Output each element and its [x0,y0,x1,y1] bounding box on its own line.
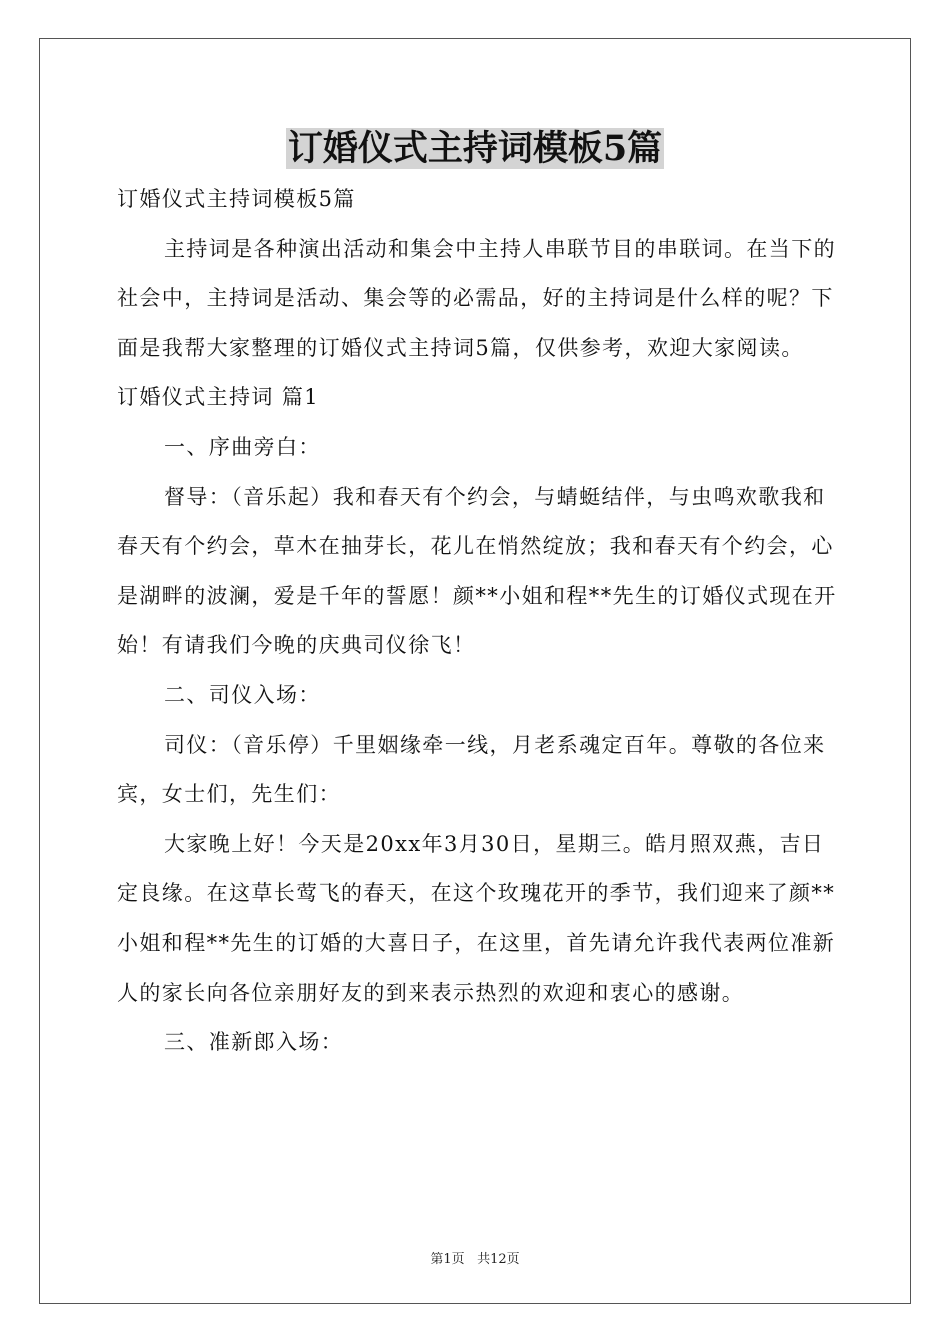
document-title-text: 订婚仪式主持词模板5篇 [287,128,663,169]
subheading-prelude: 一、序曲旁白： [164,434,321,459]
subheading-host-entrance: 二、司仪入场： [164,682,321,707]
document-body [117,175,837,1068]
body-paragraph: 大家晚上好！今天是20xx年3月30日，星期三。皓月照双燕，吉日定良缘。在这草长莺飞的春天，在这个玫瑰花开的季节，我们迎来了颜**小姐和程**先生的订婚的大喜日子，在这里，首先请允许我代表两位准新人的家长向各位亲朋好友的到来表示热烈的欢迎和衷心的感谢。 [117,831,836,1005]
page-total: 共12页 [477,1252,520,1267]
intro-paragraph: 主持词是各种演出活动和集会中主持人串联节目的串联词。在当下的社会中，主持词是活动、集会等的必需品，好的主持词是什么样的呢？下面是我帮大家整理的订婚仪式主持词5篇，仅供参考，欢迎大家阅读。 [117,236,836,360]
page-number: 第1页 [430,1252,465,1267]
page-footer [0,1248,950,1267]
body-paragraph: 司仪：（音乐停）千里姻缘牵一线，月老系魂定百年。尊敬的各位来宾，女士们，先生们： [117,732,826,807]
body-paragraph: 督导：（音乐起）我和春天有个约会，与蜻蜓结伴，与虫鸣欢歌我和春天有个约会，草木在抽芽长，花儿在悄然绽放；我和春天有个约会，心是湖畔的波澜，爱是千年的誓愿！颜**小姐和程**先生的订婚仪式现在开始！有请我们今晚的庆典司仪徐飞！ [117,484,837,658]
subheading-groom-entrance: 三、准新郎入场： [164,1030,344,1055]
document-title [0,124,950,174]
subtitle-paragraph: 订婚仪式主持词模板5篇 [117,187,356,211]
section-heading: 订婚仪式主持词 篇1 [117,385,320,410]
